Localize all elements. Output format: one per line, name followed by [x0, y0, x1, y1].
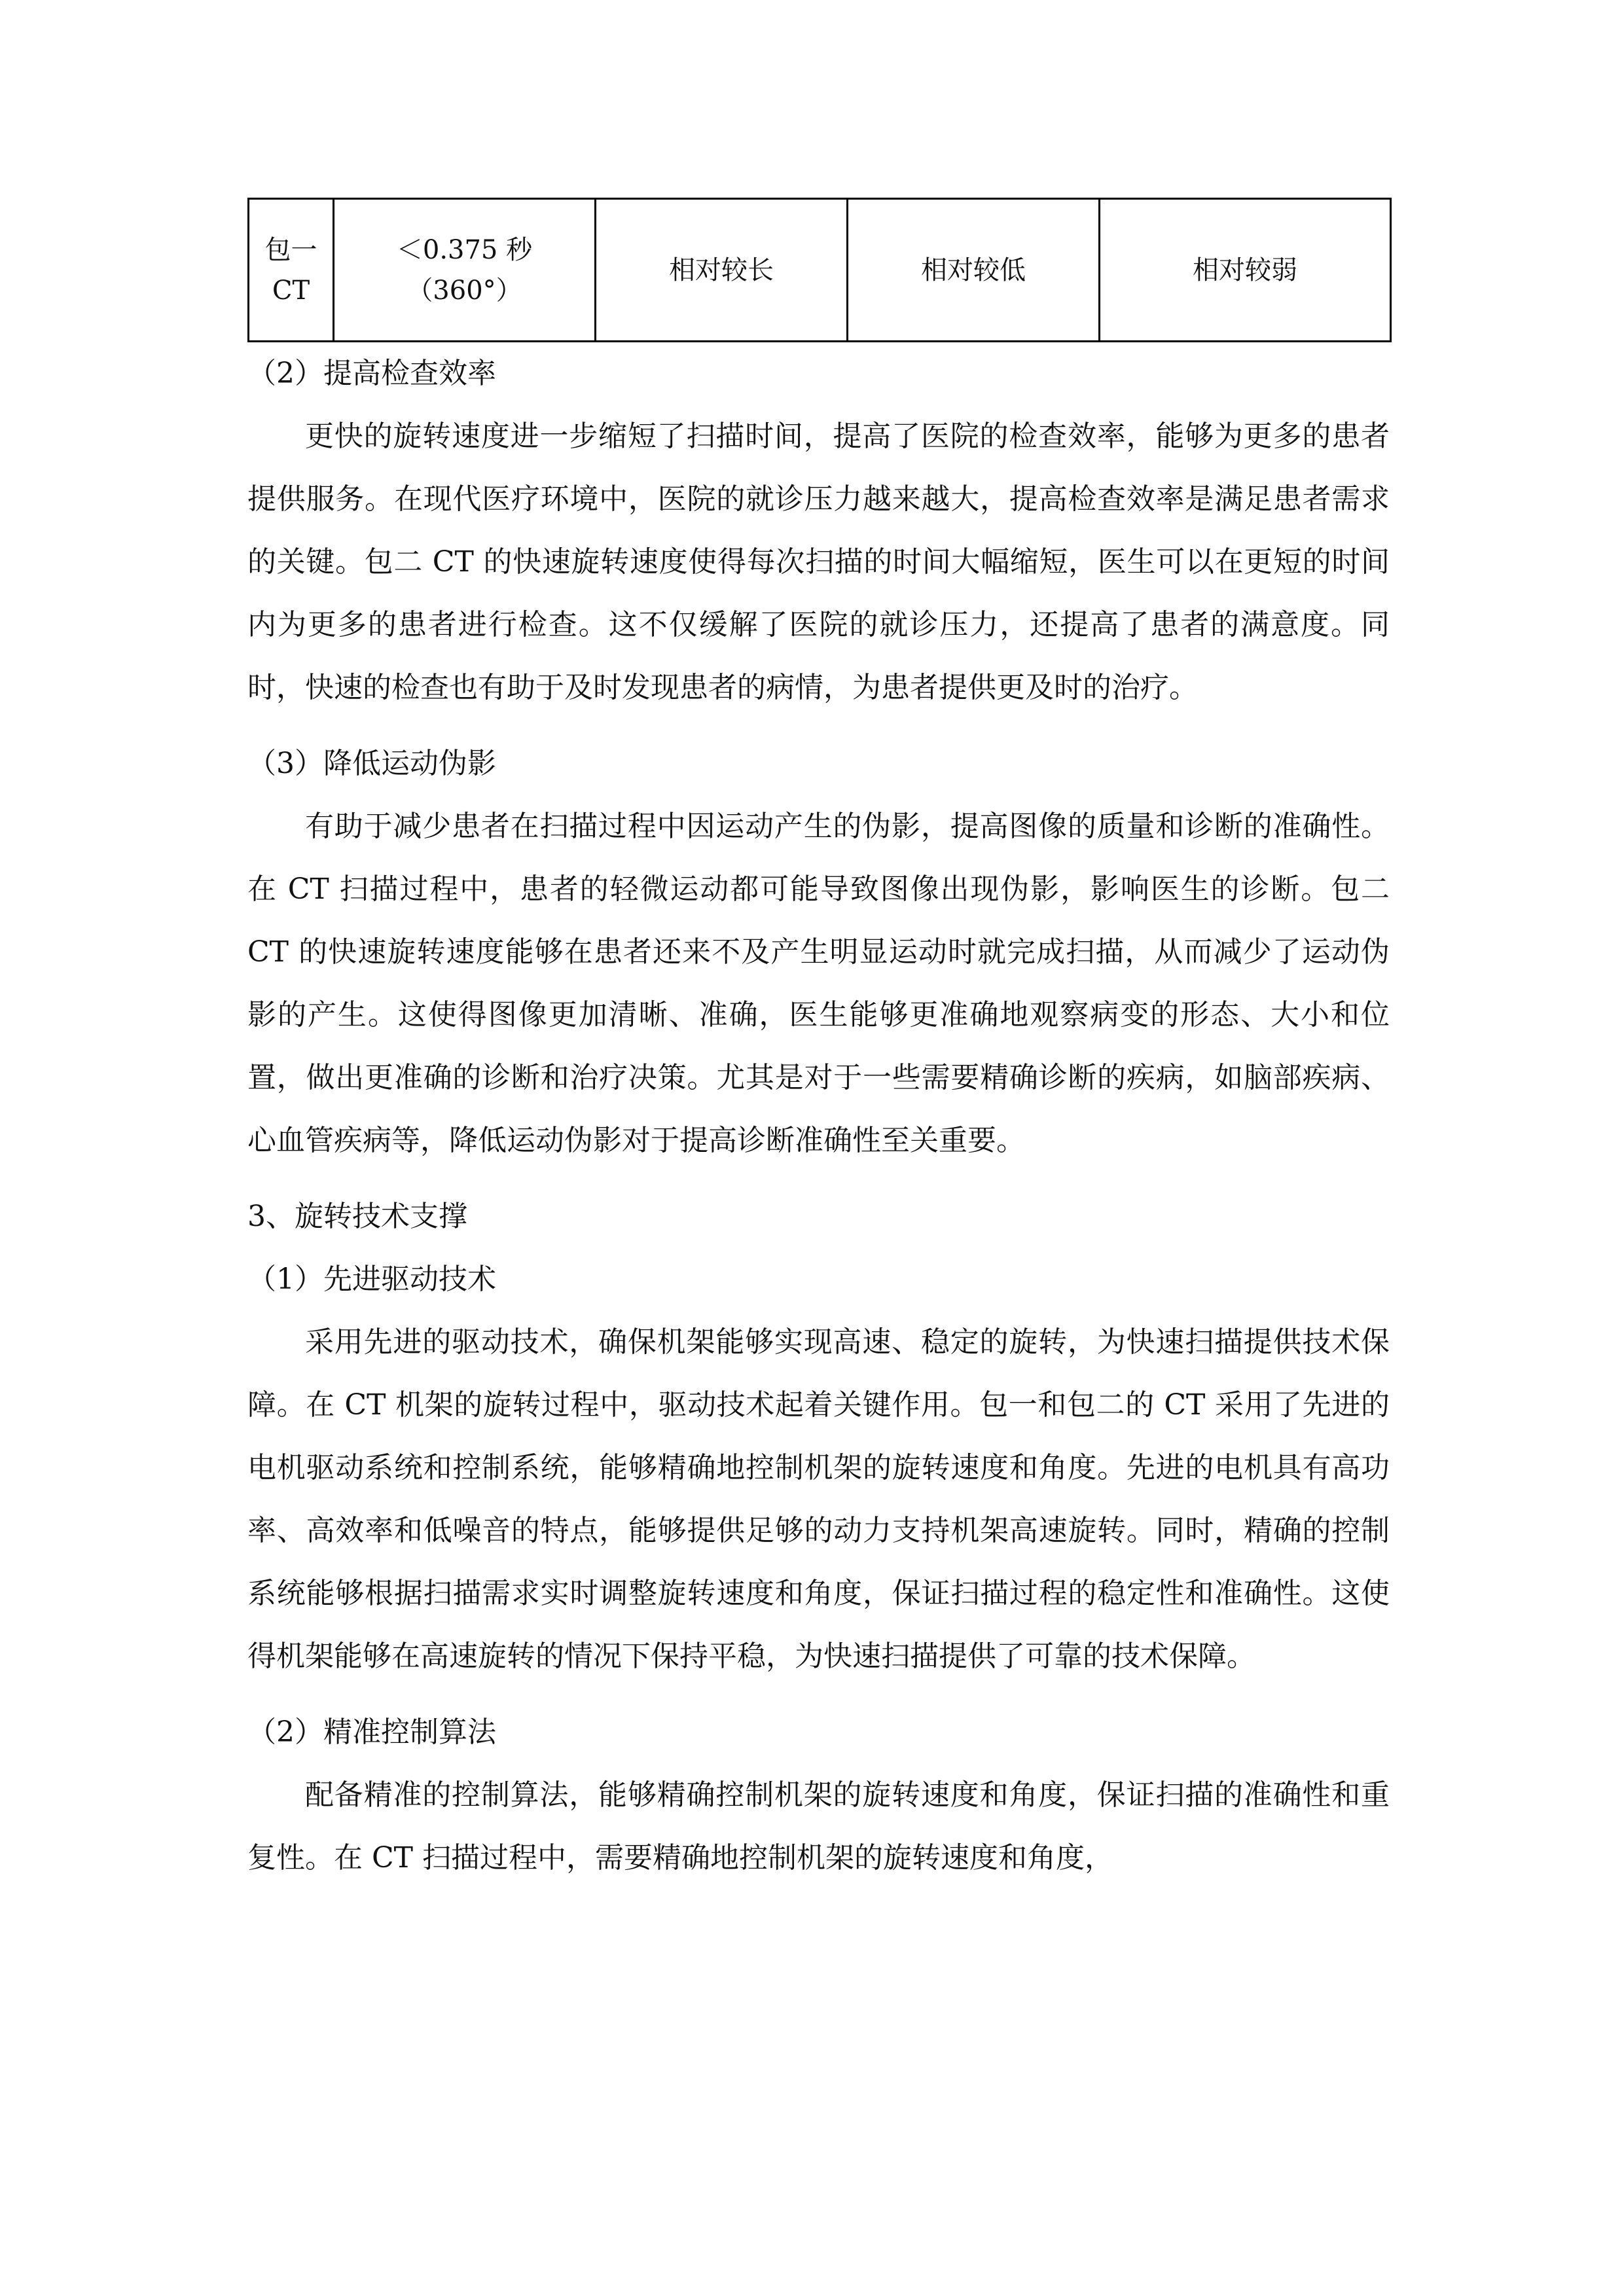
- section-heading-rotation-tech: 3、旋转技术支撑: [247, 1200, 467, 1233]
- spacer: [247, 719, 1390, 732]
- section-heading-motion-artifact: （3）降低运动伪影: [247, 747, 496, 780]
- spec-table: [247, 198, 1392, 342]
- cell-line: CT: [272, 275, 310, 306]
- table-cell-rotation-time: [334, 199, 596, 342]
- section-heading-control-algorithm: （2）精准控制算法: [247, 1715, 496, 1749]
- paragraph-control-algorithm: 配备精准的控制算法，能够精确控制机架的旋转速度和角度，保证扫描的准确性和重复性。在 CT 扫描过程中，需要精确地控制机架的旋转速度和角度，: [247, 1778, 1390, 1874]
- section-heading-drive-tech: （1）先进驱动技术: [247, 1263, 496, 1296]
- paragraph-efficiency: 更快的旋转速度进一步缩短了扫描时间，提高了医院的检查效率，能够为更多的患者提供服务。在现代医疗环境中，医院的就诊压力越来越大，提高检查效率是满足患者需求的关键。包二 CT 的快速旋转速度使得每次扫描的时间大幅缩短，医生可以在更短的时间内为更多的患者进行检查。这不仅缓解了医院的就诊压力，还提高了患者的满意度。同时，快速的检查也有助于及时发现患者的病情，为患者提供更及时的治疗。: [247, 420, 1390, 704]
- spacer: [247, 1688, 1390, 1701]
- table-cell-package: [249, 199, 334, 342]
- paragraph-motion-artifact: 有助于减少患者在扫描过程中因运动产生的伪影，提高图像的质量和诊断的准确性。在 CT 扫描过程中，患者的轻微运动都可能导致图像出现伪影，影响医生的诊断。包二 CT 的快速旋转速度能够在患者还来不及产生明显运动时就完成扫描，从而减少了运动伪影的产生。这使得图像更加清晰、准确，医生能够更准确地观察病变的形态、大小和位置，做出更准确的诊断和治疗决策。尤其是对于一些需要精确诊断的疾病，如脑部疾病、心血管疾病等，降低运动伪影对于提高诊断准确性至关重要。: [247, 810, 1390, 1157]
- table-row: [249, 199, 1391, 342]
- cell-line: （360°）: [406, 275, 522, 306]
- table-cell: 相对较低: [848, 199, 1100, 342]
- page-content: [247, 198, 1390, 1890]
- table-cell: 相对较弱: [1100, 199, 1391, 342]
- spacer: [247, 1172, 1390, 1185]
- table-cell: 相对较长: [596, 199, 848, 342]
- cell-line: ＜0.375 秒: [396, 234, 533, 265]
- section-heading-efficiency: （2）提高检查效率: [247, 357, 496, 390]
- cell-line: 包一: [264, 234, 317, 265]
- paragraph-drive-tech: 采用先进的驱动技术，确保机架能够实现高速、稳定的旋转，为快速扫描提供技术保障。在 CT 机架的旋转过程中，驱动技术起着关键作用。包一和包二的 CT 采用了先进的电机驱动系统和控制系统，能够精确地控制机架的旋转速度和角度。先进的电机具有高功率、高效率和低噪音的特点，能够提供足够的动力支持机架高速旋转。同时，精确的控制系统能够根据扫描需求实时调整旋转速度和角度，保证扫描过程的稳定性和准确性。这使得机架能够在高速旋转的情况下保持平稳，为快速扫描提供了可靠的技术保障。: [247, 1325, 1390, 1673]
